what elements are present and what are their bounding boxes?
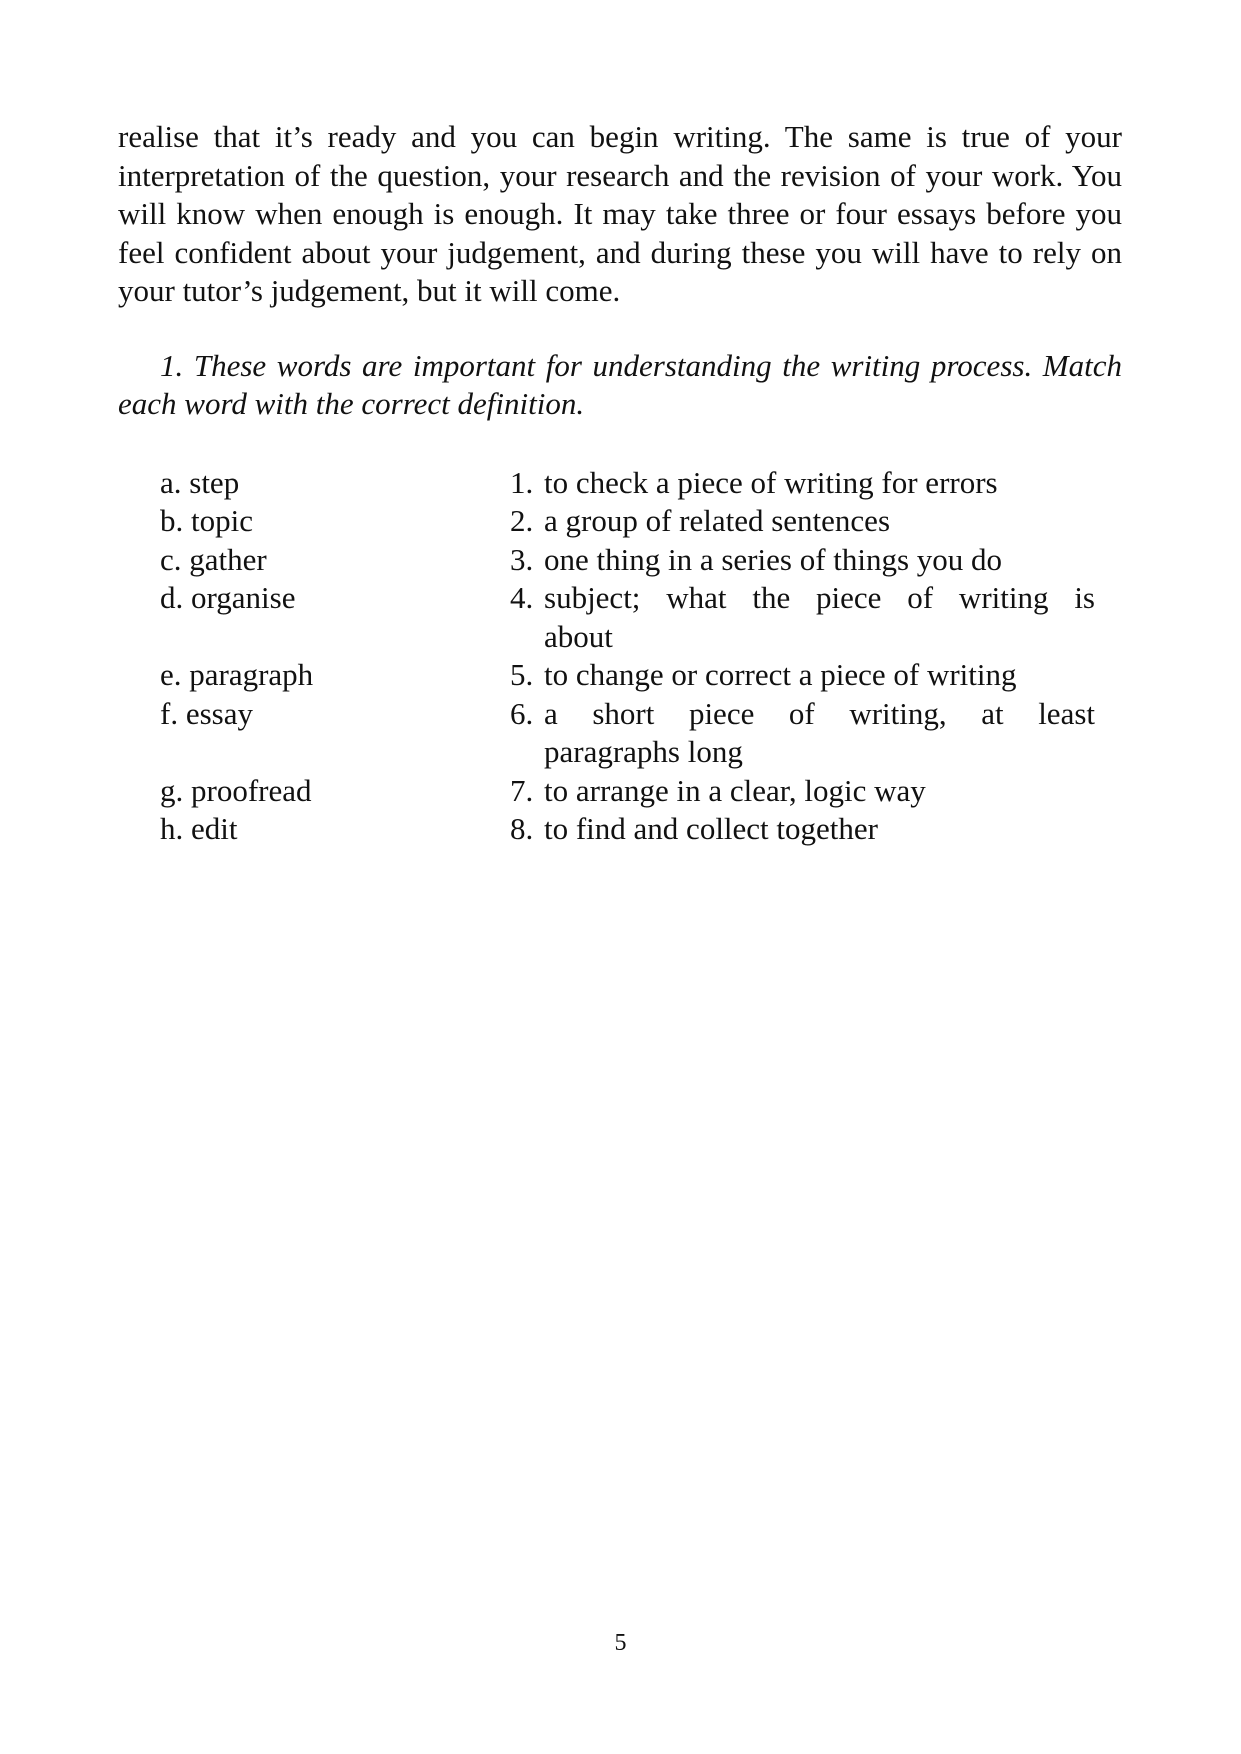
term: b. topic: [160, 503, 253, 538]
definition: [510, 695, 1095, 772]
definition-line: about: [544, 618, 613, 654]
term: d. organise: [160, 580, 296, 615]
term: h. edit: [160, 811, 238, 846]
term: g. proofread: [160, 772, 312, 808]
definition-text: to find and collect together: [544, 811, 878, 846]
definition: [510, 656, 1095, 695]
definition-number: 1.: [510, 464, 534, 500]
intro-paragraph: realise that it’s ready and you can begin writing. The same is true of your interpretation of the question, your research and the revision of your work. You will know when enough is enough. It may take three or four essays before you feel confident about your judgement, and during these you will have to rely on your tutor’s judgement, but it will come.: [118, 119, 1122, 308]
definition-text: [544, 695, 1095, 772]
definition-number: 2.: [510, 503, 534, 538]
definition-line: a short piece of writing, at least: [544, 695, 1095, 731]
definition-number: 6.: [510, 695, 534, 731]
definition: [510, 810, 1095, 849]
definition-number: 7.: [510, 772, 534, 808]
match-row: [118, 656, 1122, 695]
term: a. step: [160, 464, 240, 500]
match-row: [118, 541, 1122, 580]
definition-number: 4.: [510, 580, 534, 615]
term: c. gather: [160, 541, 267, 577]
match-row: [118, 772, 1122, 811]
term: e. paragraph: [160, 657, 314, 692]
page-content: [118, 118, 1122, 849]
definition: [510, 579, 1095, 656]
definition-line: subject; what the piece of writing is: [544, 580, 1095, 615]
definition-number: 8.: [510, 811, 534, 846]
match-row: [118, 502, 1122, 541]
matching-exercise: [118, 464, 1122, 849]
definition: [510, 502, 1095, 541]
definition: [510, 772, 1095, 811]
term: f. essay: [160, 695, 253, 731]
definition-line: paragraphs long: [544, 734, 743, 769]
match-row: [118, 579, 1122, 656]
match-row: [118, 464, 1122, 503]
definition-text: to check a piece of writing for errors: [544, 464, 998, 500]
definition: [510, 541, 1095, 580]
match-row: [118, 810, 1122, 849]
definition-number: 3.: [510, 541, 534, 577]
page-number: 5: [614, 1630, 627, 1656]
definition-text: [544, 579, 1095, 656]
definition-text: a group of related sentences: [544, 503, 891, 538]
definition-text: one thing in a series of things you do: [544, 541, 1003, 577]
definition: [510, 464, 1095, 503]
task-instruction: 1. These words are important for understanding the writing process. Match each word with the correct definition.: [118, 347, 1122, 421]
definition-number: 5.: [510, 657, 534, 692]
match-row: [118, 695, 1122, 772]
definition-text: to arrange in a clear, logic way: [544, 772, 926, 808]
definition-text: to change or correct a piece of writing: [544, 657, 1017, 692]
